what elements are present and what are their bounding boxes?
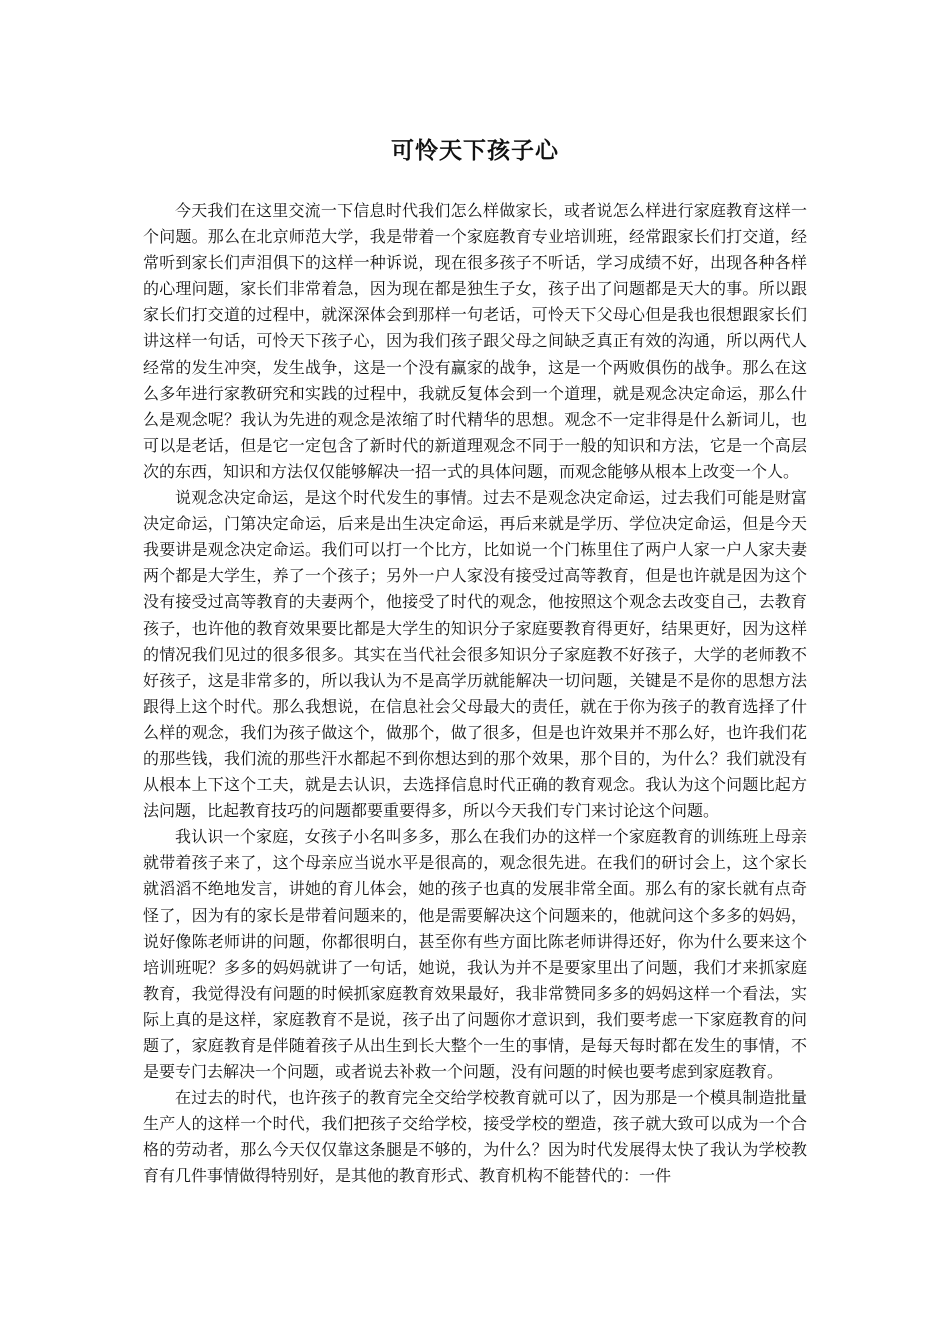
paragraph: 我认识一个家庭，女孩子小名叫多多，那么在我们办的这样一个家庭教育的训练班上母亲就带着孩子来了，这个母亲应当说水平是很高的，观念很先进。在我们的研讨会上，这个家长就滔滔不绝地发言，讲她的育儿体会，她的孩子也真的发展非常全面。那么有的家长就有点奇怪了，因为有的家长是带着问题来的，他是需要解决这个问题来的，他就问这个多多的妈妈，说好像陈老师讲的问题，你都很明白，甚至你有些方面比陈老师讲得还好，你为什么要来这个培训班呢？多多的妈妈就讲了一句话，她说，我认为并不是要家里出了问题，我们才来抓家庭教育，我觉得没有问题的时候抓家庭教育效果最好，我非常赞同多多的妈妈这样一个看法，实际上真的是这样，家庭教育不是说，孩子出了问题你才意识到，我们要考虑一下家庭教育的问题了，家庭教育是伴随着孩子从出生到长大整个一生的事情，是每天每时都在发生的事情，不是要专门去解决一个问题，或者说去补救一个问题，没有问题的时候也要考虑到家庭教育。: [143, 827, 807, 1082]
paragraph: 在过去的时代，也许孩子的教育完全交给学校教育就可以了，因为那是一个模具制造批量生产人的这样一个时代，我们把孩子交给学校，接受学校的塑造，孩子就大致可以成为一个合格的劳动者，那么今天仅仅靠这条腿是不够的，为什么？因为时代发展得太快了我认为学校教育有几件事情做得特别好，是其他的教育形式、教育机构不能替代的：一件: [143, 1088, 807, 1186]
document-body: [143, 198, 807, 1190]
paragraph: 说观念决定命运，是这个时代发生的事情。过去不是观念决定命运，过去我们可能是财富决定命运，门第决定命运，后来是出生决定命运，再后来就是学历、学位决定命运，但是今天我要讲是观念决定命运。我们可以打一个比方，比如说一个门栋里住了两户人家一户人家夫妻两个都是大学生，养了一个孩子；另外一户人家没有接受过高等教育，但是也许就是因为这个没有接受过高等教育的夫妻两个，他接受了时代的观念，他按照这个观念去改变自己，去教育孩子，也许他的教育效果要比都是大学生的知识分子家庭要教育得更好，结果更好，因为这样的情况我们见过的很多很多。其实在当代社会很多知识分子家庭教不好孩子，大学的老师教不好孩子，这是非常多的，所以我认为不是高学历就能解决一切问题，关键是不是你的思想方法跟得上这个时代。那么我想说，在信息社会父母最大的责任，就在于你为孩子的教育选择了什么样的观念，我们为孩子做这个，做那个，做了很多，但是也许效果并不那么好，也许我们花的那些钱，我们流的那些汗水都起不到你想达到的那个效果，那个目的，为什么？我们就没有从根本上下这个工夫，就是去认识，去选择信息时代正确的教育观念。我认为这个问题比起方法问题，比起教育技巧的问题都要重要得多，所以今天我们专门来讨论这个问题。: [143, 488, 807, 821]
paragraph: 今天我们在这里交流一下信息时代我们怎么样做家长，或者说怎么样进行家庭教育这样一个问题。那么在北京师范大学，我是带着一个家庭教育专业培训班，经常跟家长们打交道，经常听到家长们声泪俱下的这样一种诉说，现在很多孩子不听话，学习成绩不好，出现各种各样的心理问题，家长们非常着急，因为现在都是独生子女，孩子出了问题都是天大的事。所以跟家长们打交道的过程中，就深深体会到那样一句老话，可怜天下父母心但是我也很想跟家长们讲这样一句话，可怜天下孩子心，因为我们孩子跟父母之间缺乏真正有效的沟通，所以两代人经常的发生冲突，发生战争，这是一个没有赢家的战争，这是一个两败俱伤的战争。那么在这么多年进行家教研究和实践的过程中，我就反复体会到一个道理，就是观念决定命运，那么什么是观念呢？我认为先进的观念是浓缩了时代精华的思想。观念不一定非得是什么新词儿，也可以是老话，但是它一定包含了新时代的新道理观念不同于一般的知识和方法，它是一个高层次的东西，知识和方法仅仅能够解决一招一式的具体问题，而观念能够从根本上改变一个人。: [143, 201, 807, 481]
document-title: 可怜天下孩子心: [391, 137, 559, 164]
